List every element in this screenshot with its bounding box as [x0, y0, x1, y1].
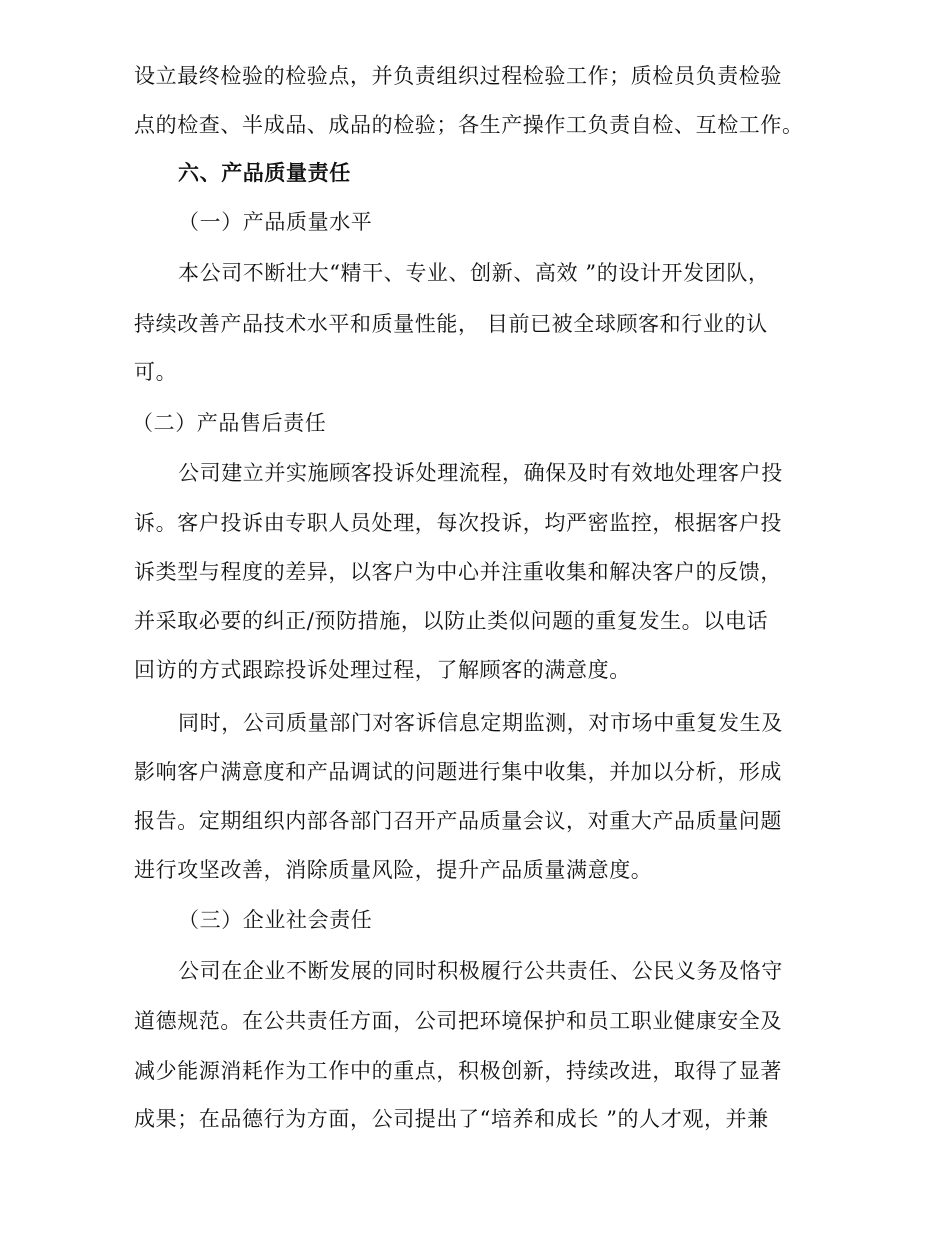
body-text-line: 回访的方式跟踪投诉处理过程，了解顾客的满意度。	[134, 658, 631, 682]
body-text-line: 减少能源消耗作为工作中的重点，积极创新，持续改进，取得了显著	[134, 1059, 782, 1083]
body-text-line: 报告。定期组织内部各部门召开产品质量会议，对重大产品质量问题	[134, 809, 782, 833]
body-text-line: 公司建立并实施顾客投诉处理流程，确保及时有效地处理客户投	[178, 461, 783, 485]
body-text-line: 持续改善产品技术水平和质量性能， 目前已被全球顾客和行业的认	[134, 312, 768, 336]
body-text-line: 影响客户满意度和产品调试的问题进行集中收集，并加以分析，形成	[134, 760, 782, 784]
body-text-line: 同时，公司质量部门对客诉信息定期监测，对市场中重复发生及	[178, 711, 783, 735]
body-text-line: 点的检查、半成品、成品的检验；各生产操作工负责自检、互检工作。	[134, 113, 804, 137]
body-text-line: 进行攻坚改善，消除质量风险，提升产品质量满意度。	[134, 858, 653, 882]
body-text-line: 可。	[134, 360, 178, 384]
section-heading: 六、产品质量责任	[178, 160, 351, 185]
body-text-line: 诉类型与程度的差异，以客户为中心并注重收集和解决客户的反馈，	[134, 560, 782, 584]
body-text-line: 本公司不断壮大“精干、专业、创新、高效 ”的设计开发团队，	[178, 261, 770, 285]
body-text-line: 道德规范。在公共责任方面，公司把环境保护和员工职业健康安全及	[134, 1009, 782, 1033]
body-text-line: 设立最终检验的检验点，并负责组织过程检验工作；质检员负责检验	[134, 64, 782, 88]
subsection-heading: （一）产品质量水平	[178, 210, 373, 234]
subsection-heading: （三）企业社会责任	[178, 908, 373, 932]
body-text-line: 公司在企业不断发展的同时积极履行公共责任、公民义务及恪守	[178, 959, 783, 983]
body-text-line: 成果；在品德行为方面，公司提出了“培养和成长 ”的人才观，并兼	[134, 1107, 769, 1131]
body-text-line: 并采取必要的纠正/预防措施，以防止类似问题的重复发生。以电话	[134, 609, 769, 633]
subsection-heading: （二）产品售后责任	[132, 411, 327, 435]
body-text-line: 诉。客户投诉由专职人员处理，每次投诉，均严密监控，根据客户投	[134, 511, 782, 535]
